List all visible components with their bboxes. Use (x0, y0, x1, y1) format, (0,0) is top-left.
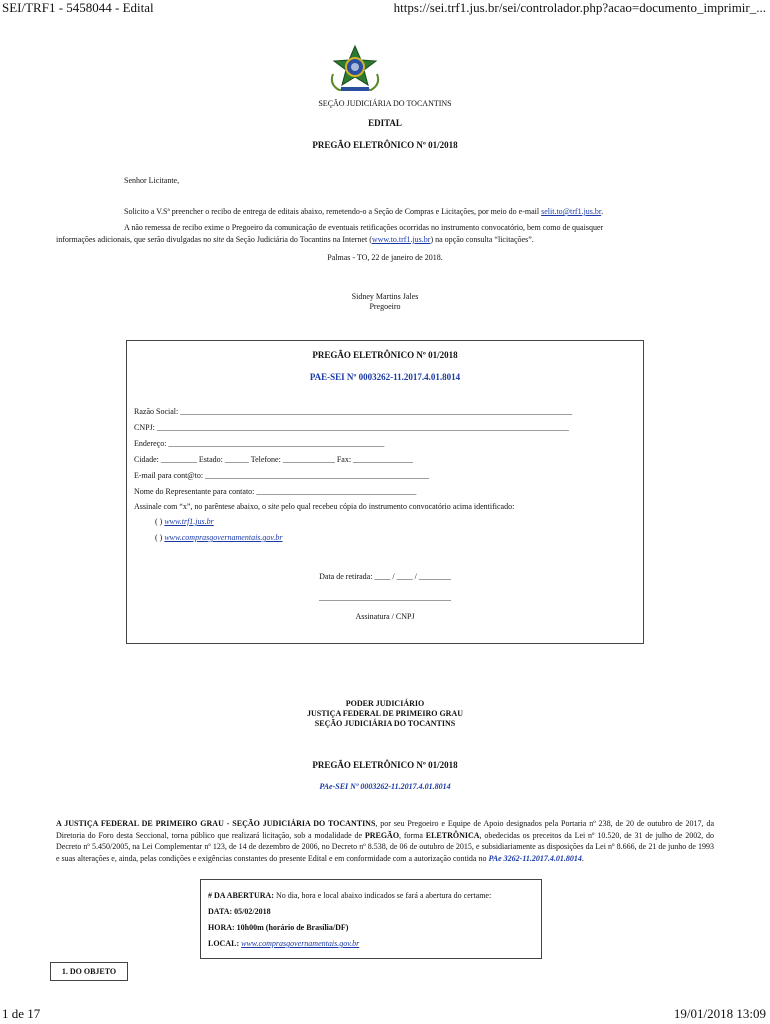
paragraph-2-line-2: informações adicionais, que serão divulgadas no site da Seção Judiciária do Tocantins na Internet (www.to.trf1.jus.br) na opção consulta “licitações”. (56, 235, 534, 244)
brasao-republica-icon (327, 44, 383, 94)
option-compras (155, 533, 282, 542)
compras-link[interactable]: www.comprasgovernamentais.gov.br (164, 533, 283, 542)
print-datetime: 19/01/2018 13:09 (673, 1006, 766, 1021)
paragraph-1-text: Solicito a V.Sª preencher o recibo de entrega de editais abaixo, remetendo-o a Seção de Compras e Licitações, por meio do e-mail (124, 207, 542, 216)
signature-line: _________________________________ (319, 593, 451, 602)
field-endereco: Endereço: ______________________________________________________ (134, 439, 385, 448)
signer-name: Sidney Martins Jales (351, 292, 419, 301)
form-pae: PAE-SEI Nº 0003262-11.2017.4.01.8014 (309, 372, 461, 382)
site-link[interactable]: www.to.trf1.jus.br (371, 235, 431, 244)
abertura-hora: HORA: 10h00m (horário de Brasília/DF) (208, 923, 349, 932)
selit-email-link[interactable]: selit.to@trf1.jus.br (541, 207, 602, 216)
print-header-url: https://sei.trf1.jus.br/sei/controlador.php?acao=documento_imprimir_... (393, 0, 766, 15)
section-name: SEÇÃO JUDICIÁRIA DO TOCANTINS (318, 99, 452, 108)
justica-federal: JUSTIÇA FEDERAL DE PRIMEIRO GRAU (306, 709, 464, 718)
option-trf1 (155, 517, 214, 526)
abertura-title: # DA ABERTURA: No dia, hora e local abaixo indicados se fará a abertura do certame: (208, 891, 492, 900)
signer-role: Pregoeiro (369, 302, 401, 311)
paragraph-2-line-1: A não remessa de recibo exime o Pregoeiro da comunicação de eventuais retificações ocorridas no instrumento convocatório, bem como de quaisquer (124, 223, 604, 232)
part2-pregao-title: PREGÃO ELETRÔNICO Nº 01/2018 (312, 760, 458, 770)
data-retirada: Data de retirada: ____ / ____ / ________ (319, 572, 451, 581)
field-cidade: Cidade: _________ Estado: ______ Telefone: _____________ Fax: _______________ (134, 455, 414, 464)
field-razao-social: Razão Social: __________________________________________________________________________________________________ (134, 407, 573, 416)
pregao-title: PREGÃO ELETRÔNICO Nº 01/2018 (312, 140, 458, 150)
objeto-label: 1. DO OBJETO (61, 967, 117, 976)
secao-judiciaria: SEÇÃO JUDICIÁRIA DO TOCANTINS (314, 719, 456, 728)
greeting: Senhor Licitante, (124, 176, 180, 185)
abertura-data: DATA: 05/02/2018 (208, 907, 271, 916)
poder-judiciario: PODER JUDICIÁRIO (345, 699, 425, 708)
paragraph-1: Solicito a V.Sª preencher o recibo de entrega de editais abaixo, remetendo-o a Seção de Compras e Licitações, por meio do e-mail selit.to@trf1.jus.br. (124, 207, 604, 216)
option-trf1-checkbox[interactable]: ( ) (155, 517, 163, 526)
document-title: EDITAL (368, 118, 402, 128)
print-header (0, 0, 770, 16)
field-email: E-mail para cont@to: ________________________________________________________ (134, 471, 430, 480)
intro-paragraph: A JUSTIÇA FEDERAL DE PRIMEIRO GRAU - SEÇÃO JUDICIÁRIA DO TOCANTINS, por seu Pregoeiro e Equipe de Apoio designados pela Portaria nº 238, de 20 de outubro de 2017, da Diretoria do Foro desta Seccional, torna público que realizará licitação, sob a modalidade de PREGÃO, forma ELETRÔNICA, obedecidas os preceitos da Lei nº 10.520, de 31 de julho de 2002, do Decreto nº 5.450/2005, na Lei Complementar nº 123, de 14 de dezembro de 2006, no Decreto nº 8.538, de 06 de outubro de 2015, e subsidiariamente as disposições da Lei nº 8.666, de 21 de junho de 1993 e suas alterações e, ainda, pelas condições e exigências constantes do presente Edital e em conformidade com a autorização contida no PAe 3262-11.2017.4.01.8014. (56, 819, 714, 863)
form-title: PREGÃO ELETRÔNICO Nº 01/2018 (312, 350, 458, 360)
signature-label: Assinatura / CNPJ (355, 612, 415, 621)
page-number: 1 de 17 (2, 1006, 41, 1021)
field-representante: Nome do Representante para contato: ________________________________________ (134, 487, 417, 496)
field-cnpj: CNPJ: _______________________________________________________________________________________________________ (134, 423, 569, 432)
part2-pae: PAe-SEI Nº 0003262-11.2017.4.01.8014 (319, 782, 451, 791)
assinale-instruction: Assinale com “x”, no parêntese abaixo, o site pelo qual recebeu cópia do instrumento convocatório acima identificado: (134, 502, 515, 511)
print-header-title: SEI/TRF1 - 5458044 - Edital (2, 0, 154, 15)
trf1-link[interactable]: www.trf1.jus.br (164, 517, 214, 526)
abertura-local-link[interactable]: www.comprasgovernamentais.gov.br (241, 939, 360, 948)
option-compras-checkbox[interactable]: ( ) (155, 533, 163, 542)
abertura-local: LOCAL: www.comprasgovernamentais.gov.br (208, 939, 360, 948)
place-date: Palmas - TO, 22 de janeiro de 2018. (327, 253, 443, 262)
